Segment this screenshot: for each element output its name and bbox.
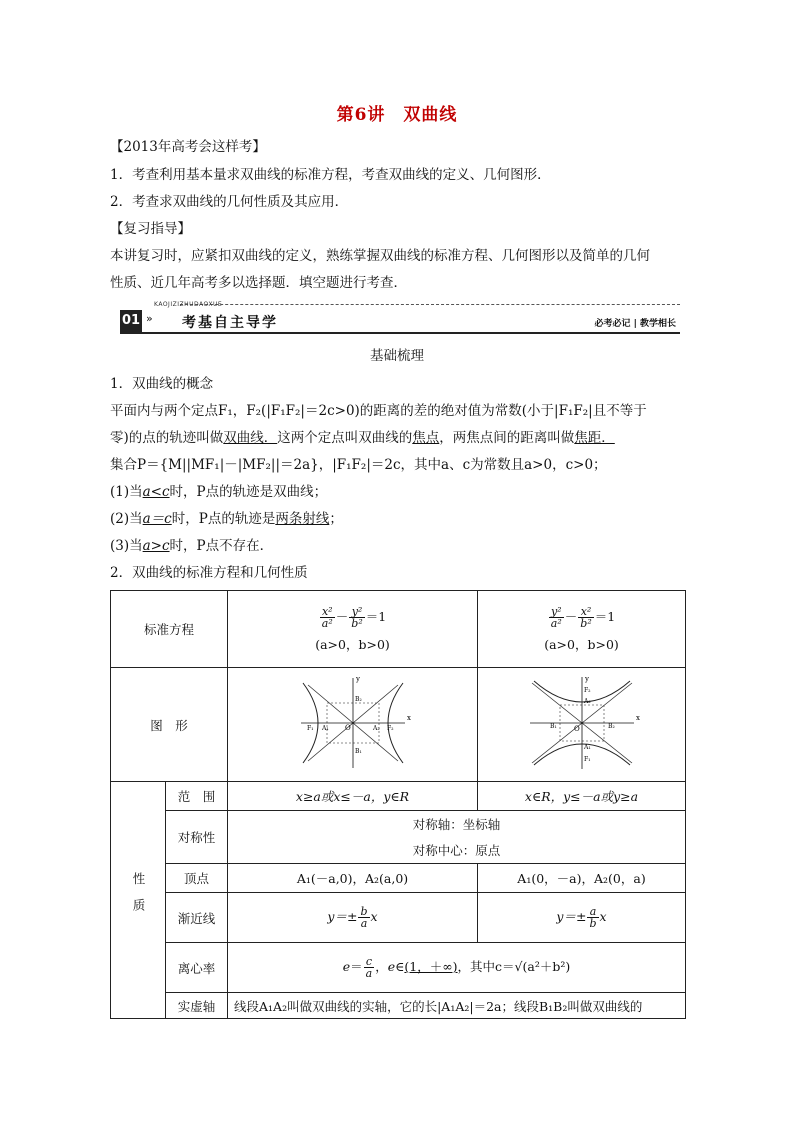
std-eq-condition: (a>0，b>0) xyxy=(315,636,390,652)
asymptote-y: y＝± $\frac{a}{b}$ x xyxy=(478,893,686,943)
exam-point-2: 2．考查求双曲线的几何性质及其应用． xyxy=(110,194,349,210)
svg-text:A₁: A₁ xyxy=(321,725,329,732)
range-label: 范 围 xyxy=(166,782,228,811)
svg-text:x: x xyxy=(406,714,411,722)
axis-label: 实虚轴 xyxy=(166,993,228,1019)
std-eq-label: 标准方程 xyxy=(111,591,228,668)
banner-pinyin: KAOJIZIZHUDAOXUE xyxy=(154,301,223,308)
svg-text:F₁: F₁ xyxy=(306,725,314,732)
eccentricity-tail: ，其中c＝√(a²＋b²) xyxy=(457,959,571,974)
set-definition: 集合P＝{M||MF₁|－|MF₂||＝2a}，|F₁F₂|＝2c，其中a、c为常数且a>0，c>0； xyxy=(110,457,607,473)
definition-line-2 xyxy=(110,426,615,446)
std-eq-y: $\frac{\text{y²}}{\text{a²}}$ － $\frac{\text{x²}}{\text{b²}}$ ＝1 (a>0，b>0) xyxy=(478,591,686,668)
def-term-hyperbola: 双曲线． xyxy=(223,430,278,446)
svg-text:F₂: F₂ xyxy=(583,687,591,694)
def-term-focus: 焦点 xyxy=(412,430,440,446)
case-3 xyxy=(110,534,273,554)
std-eq-condition: (a>0，b>0) xyxy=(544,636,619,652)
page-title: 第6讲 双曲线 xyxy=(336,105,458,125)
case-text: 时，P点的轨迹是 xyxy=(171,511,276,527)
figure-label: 图 形 xyxy=(111,668,228,782)
hyperbola-y-graph xyxy=(522,673,642,773)
properties-table xyxy=(110,590,686,1019)
svg-text:A₂: A₂ xyxy=(583,698,591,705)
asymptote-label: 渐近线 xyxy=(166,893,228,943)
definition-line-1: 平面内与两个定点F₁，F₂(|F₁F₂|＝2c>0)的距离的差的绝对值为常数(小于|F₁F₂|且不等于 xyxy=(110,403,647,419)
review-text-1: 本讲复习时，应紧扣双曲线的定义，熟练掌握双曲线的标准方程、几何图形以及简单的几何 xyxy=(110,248,650,264)
svg-text:B₂: B₂ xyxy=(354,696,362,703)
case-result: 两条射线 xyxy=(275,511,330,527)
svg-text:B₁: B₁ xyxy=(549,723,557,730)
properties-label xyxy=(111,782,166,1019)
banner-right-tag: 必考必记 | 教学相长 xyxy=(594,319,676,329)
def-text: 零)的点的轨迹叫做 xyxy=(110,430,224,446)
eccentricity-value: e＝ $\frac{c}{a}$ ，e∈(1，＋∞)，其中c＝√(a²＋b²) xyxy=(228,943,686,993)
vertex-x: A₁(－a,0)，A₂(a,0) xyxy=(228,864,478,893)
banner-bottom-rule xyxy=(120,332,680,334)
banner-number: 01 xyxy=(120,310,142,332)
std-eq-x: $\frac{\text{x²}}{\text{a²}}$ － $\frac{\text{y²}}{\text{b²}}$ ＝1 (a>0，b>0) xyxy=(228,591,478,668)
case-2 xyxy=(110,507,343,527)
review-text-2: 性质、近几年高考多以选择题．填空题进行考查． xyxy=(110,275,407,291)
def-text: ，两焦点间的距离叫做 xyxy=(439,430,575,446)
svg-text:O: O xyxy=(344,724,351,732)
figure-x xyxy=(228,668,478,782)
section-heading: 基础梳理 xyxy=(370,348,424,364)
concept-heading: 1．双曲线的概念 xyxy=(110,376,214,392)
svg-text:y: y xyxy=(584,675,589,683)
review-heading: 【复习指导】 xyxy=(110,221,191,237)
svg-text:F₁: F₁ xyxy=(583,756,591,763)
banner-title: 考基自主导学 xyxy=(182,315,278,331)
case-text: (3)当 xyxy=(110,538,143,554)
case-text: (2)当 xyxy=(110,511,143,527)
hyperbola-x-graph xyxy=(293,673,413,773)
case-1 xyxy=(110,480,327,500)
vertex-label: 顶点 xyxy=(166,864,228,893)
case-condition: a<c xyxy=(142,484,170,500)
svg-text:F₂: F₂ xyxy=(386,725,394,732)
figure-y xyxy=(478,668,686,782)
asym-prefix: y＝± xyxy=(556,909,587,924)
svg-text:A₂: A₂ xyxy=(372,725,380,732)
svg-text:B₁: B₁ xyxy=(354,748,362,755)
case-condition: a＝c xyxy=(142,511,172,527)
symmetry-value xyxy=(228,811,686,864)
svg-text:O: O xyxy=(573,725,580,733)
case-text: 时，P点不存在． xyxy=(169,538,274,554)
symmetry-center: 对称中心：原点 xyxy=(412,843,501,858)
symmetry-label: 对称性 xyxy=(166,811,228,864)
range-x: x≥a或x≤－a，y∈R xyxy=(228,782,478,811)
eccentricity-interval: (1，＋∞) xyxy=(404,959,458,974)
case-text: 时，P点的轨迹是双曲线； xyxy=(169,484,328,500)
range-y: x∈R，y≤－a或y≥a xyxy=(478,782,686,811)
svg-text:B₂: B₂ xyxy=(607,723,615,730)
svg-text:x: x xyxy=(635,714,640,722)
symmetry-axis: 对称轴：坐标轴 xyxy=(412,817,501,832)
def-text: 这两个定点叫双曲线的 xyxy=(277,430,413,446)
svg-text:y: y xyxy=(355,675,360,683)
asymptote-x: y＝± $\frac{b}{a}$ x xyxy=(228,893,478,943)
axis-text: 线段A₁A₂叫做双曲线的实轴，它的长|A₁A₂|＝2a；线段B₁B₂叫做双曲线的 xyxy=(228,993,686,1019)
exam-point-1: 1．考查利用基本量求双曲线的标准方程，考查双曲线的定义、几何图形． xyxy=(110,167,551,183)
case-text: (1)当 xyxy=(110,484,143,500)
eccentricity-label: 离心率 xyxy=(166,943,228,993)
banner-arrow-icon: » xyxy=(146,312,153,325)
section-banner xyxy=(120,301,680,334)
exam-heading: 【2013年高考会这样考】 xyxy=(110,139,266,155)
vertex-y: A₁(0，－a)，A₂(0，a) xyxy=(478,864,686,893)
def-term-focal-length: 焦距． xyxy=(574,430,615,446)
table-heading: 2．双曲线的标准方程和几何性质 xyxy=(110,565,308,581)
properties-label-text: 性质 xyxy=(131,872,146,925)
svg-text:A₁: A₁ xyxy=(583,744,591,751)
case-text: ； xyxy=(329,511,343,527)
asym-prefix: y＝± xyxy=(327,909,358,924)
case-condition: a>c xyxy=(142,538,170,554)
banner-top-rule xyxy=(180,304,680,305)
